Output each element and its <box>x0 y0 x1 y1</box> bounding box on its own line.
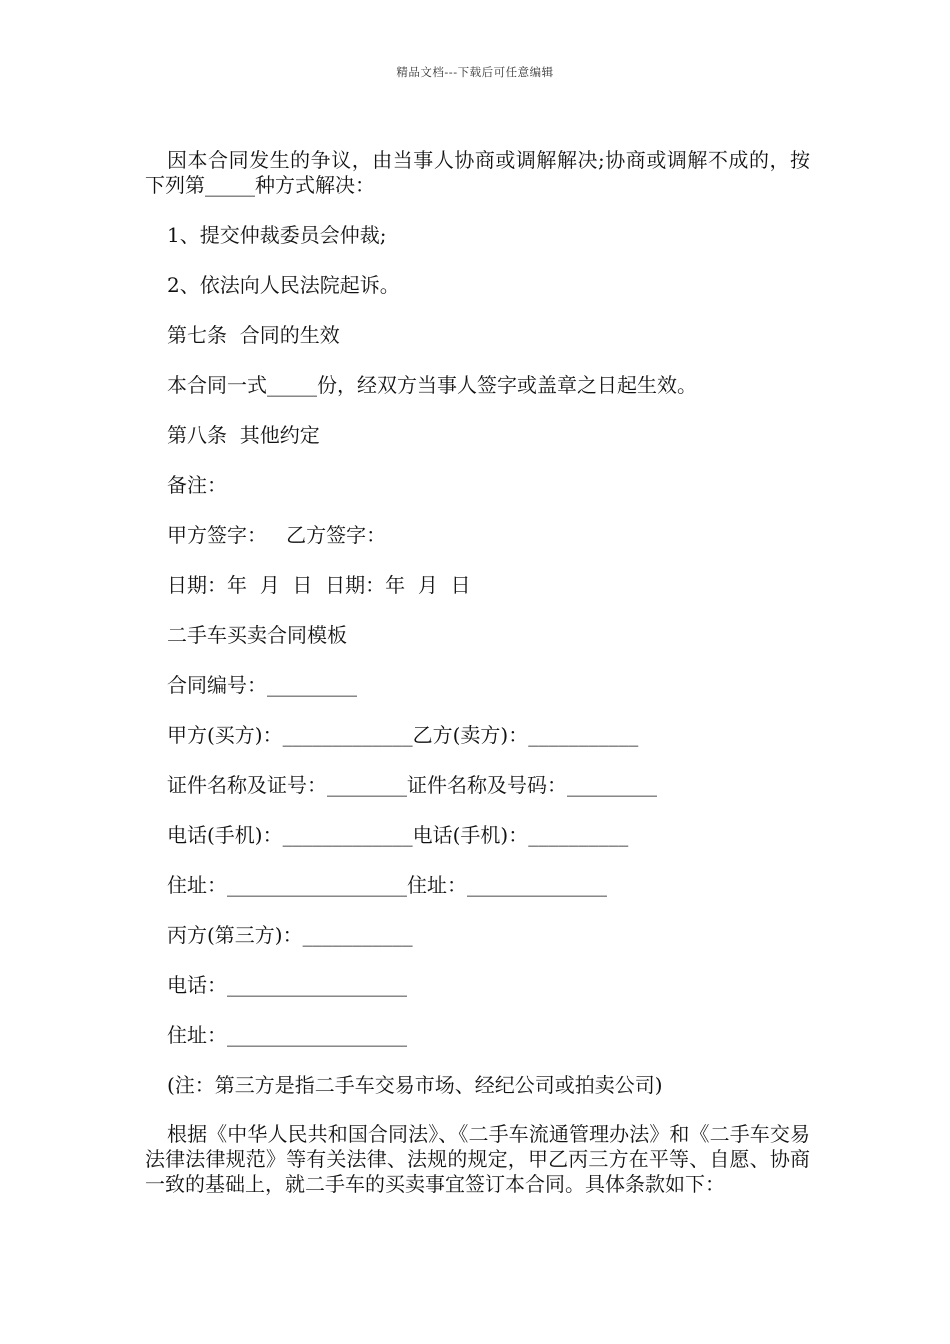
address-field: 住址：__________________住址：______________ <box>167 873 607 897</box>
document-body <box>145 148 810 1197</box>
article-7-title: 第七条 合同的生效 <box>167 323 340 347</box>
date-line: 日期：年 月 日 日期：年 月 日 <box>167 573 471 597</box>
article-7-text: 本合同一式_____份，经双方当事人签字或盖章之日起生效。 <box>167 373 697 397</box>
party-c-note: (注：第三方是指二手车交易市场、经纪公司或拍卖公司) <box>167 1073 663 1097</box>
article-8-title: 第八条 其他约定 <box>167 423 320 447</box>
option-lawsuit: 2、依法向人民法院起诉。 <box>167 273 400 297</box>
id-document-field: 证件名称及证号：________证件名称及号码：_________ <box>167 773 657 797</box>
option-arbitration: 1、提交仲裁委员会仲裁; <box>167 223 387 247</box>
page-header: 精品文档---下载后可任意编辑 <box>396 65 554 79</box>
signature-line: 甲方签字： 乙方签字： <box>167 523 387 547</box>
contract-number-field: 合同编号：_________ <box>167 673 357 697</box>
party-c-address-field: 住址：__________________ <box>167 1023 407 1047</box>
phone-field: 电话(手机)：_____________电话(手机)：__________ <box>167 823 629 847</box>
remarks-label: 备注： <box>167 473 227 497</box>
party-c-phone-field: 电话：__________________ <box>167 973 407 997</box>
dispute-paragraph: 因本合同发生的争议，由当事人协商或调解解决;协商或调解不成的，按下列第_____种方式解决： <box>145 148 810 197</box>
party-c-field: 丙方(第三方)：___________ <box>167 923 413 947</box>
party-a-b-field: 甲方(买方)：_____________乙方(卖方)：___________ <box>167 723 639 747</box>
legal-basis-paragraph: 根据《中华人民共和国合同法》、《二手车流通管理办法》和《二手车交易法律法律规范》等有关法律、法规的规定，甲乙丙三方在平等、自愿、协商一致的基础上，就二手车的买卖事宜签订本合同。具体条款如下： <box>145 1122 810 1196</box>
template-title: 二手车买卖合同模板 <box>167 623 347 647</box>
